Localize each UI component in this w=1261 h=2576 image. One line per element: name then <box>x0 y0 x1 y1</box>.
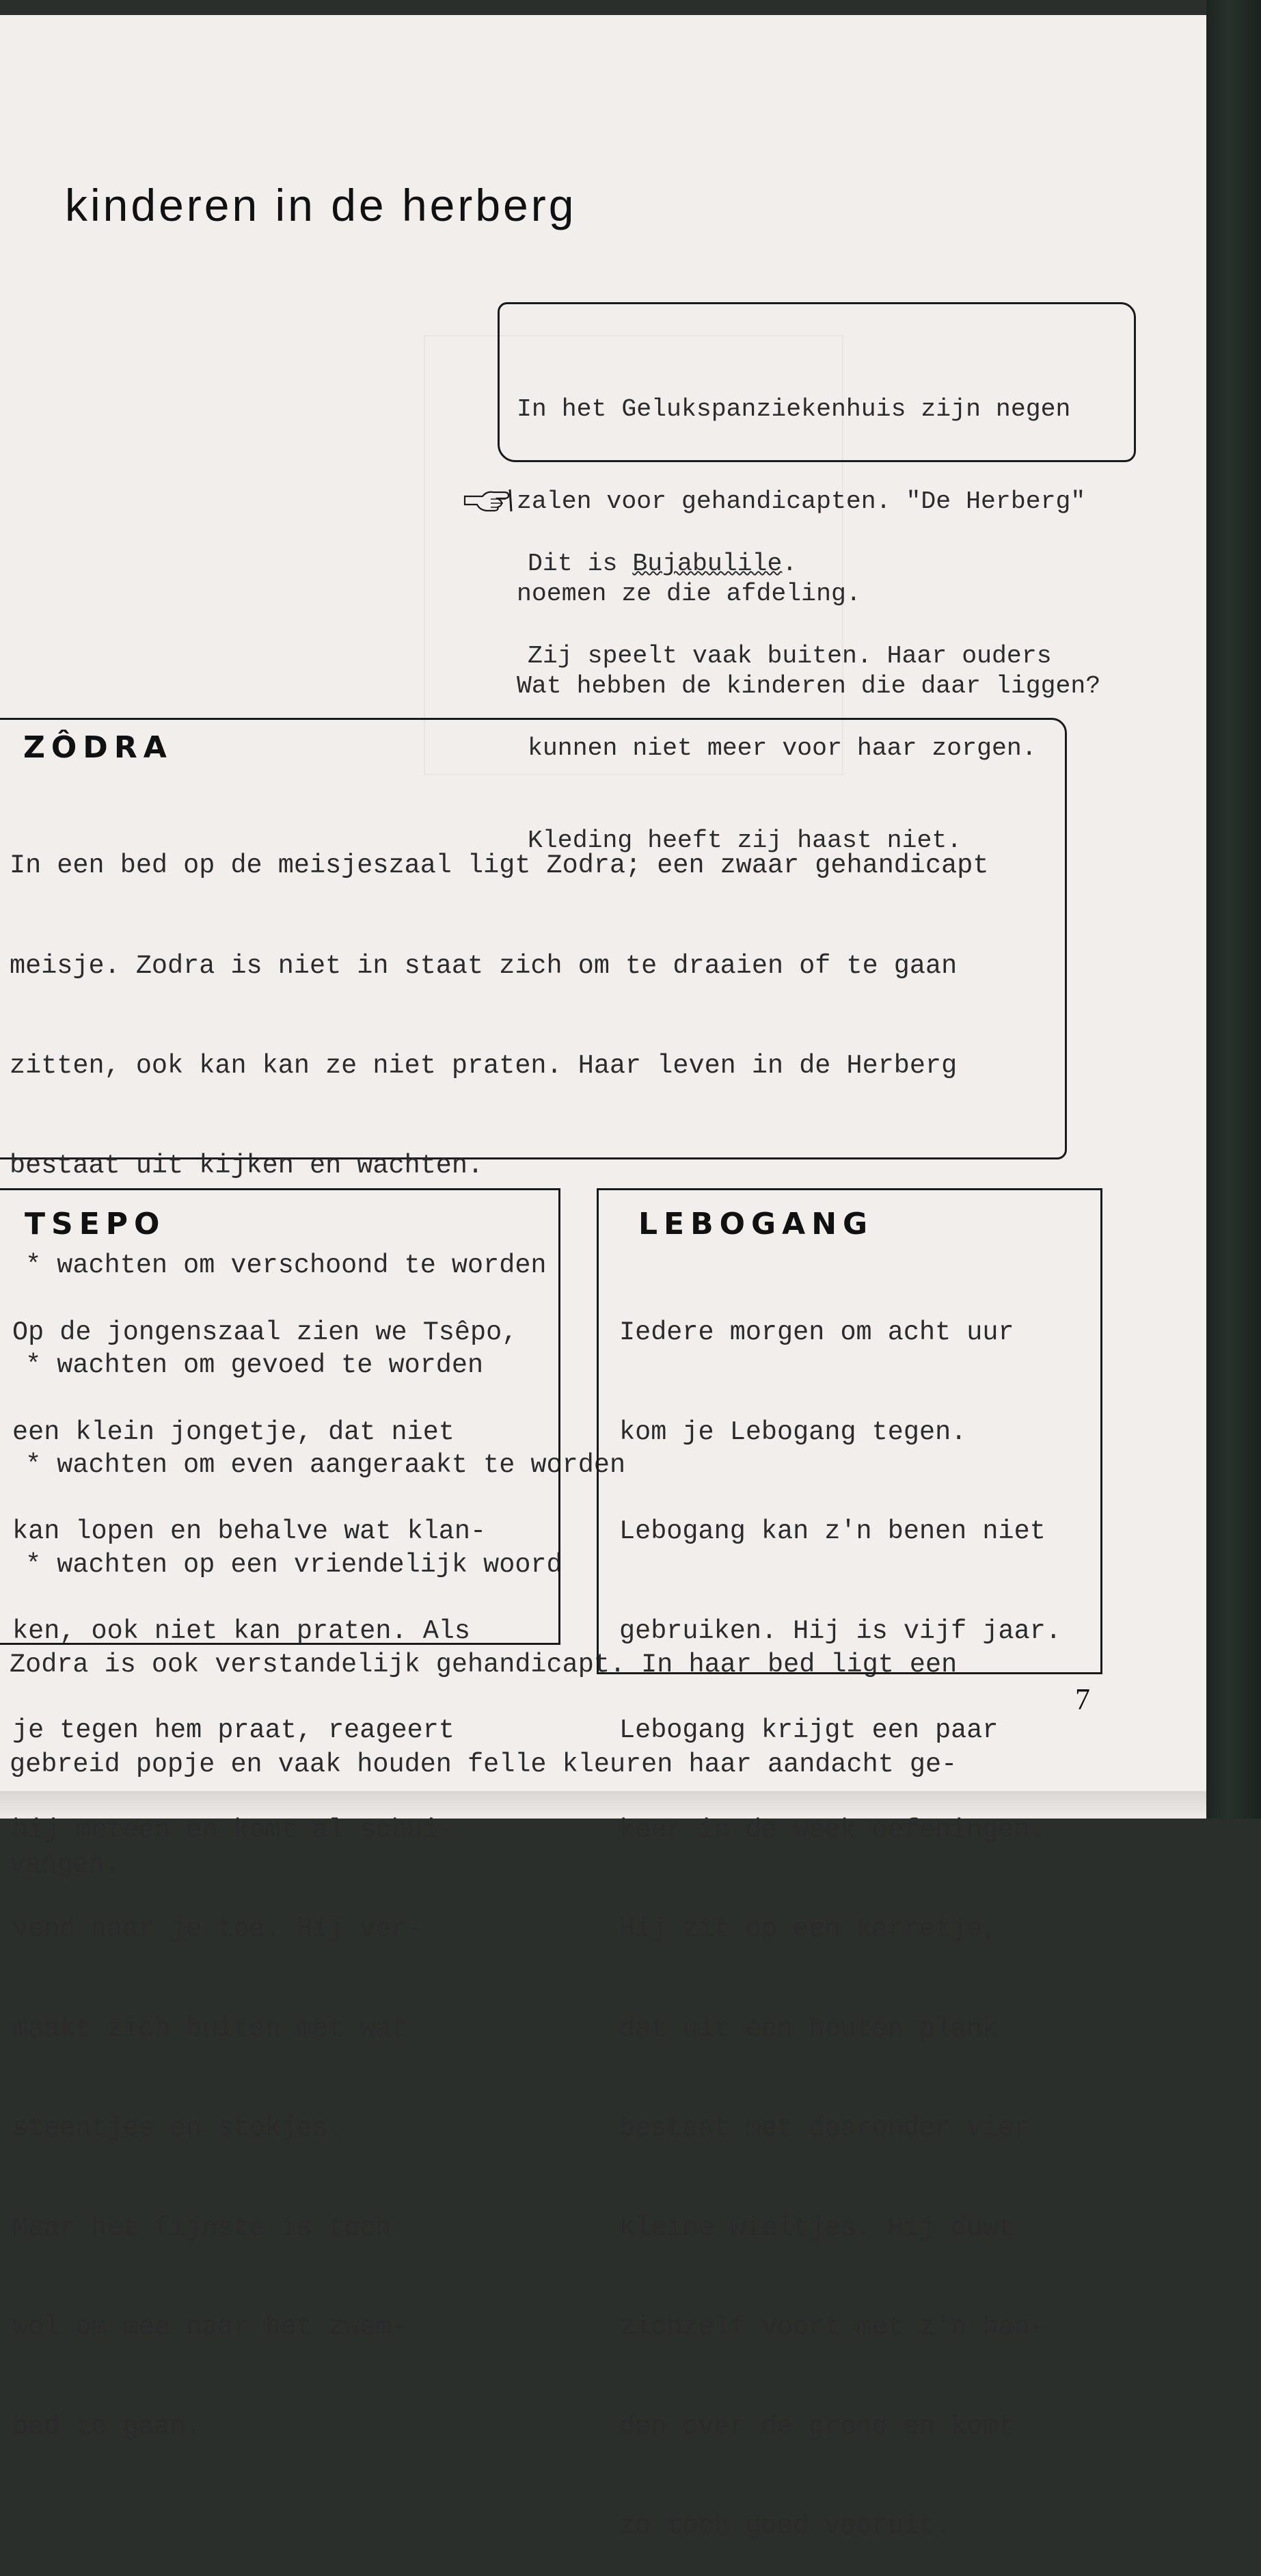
lebogang-text <box>619 1250 1061 2576</box>
tsepo-line: steentjes en stokjes. <box>12 2113 344 2143</box>
tsepo-line: bad te gaan. <box>12 2411 202 2442</box>
tsepo-line: een klein jongetje, dat niet <box>12 1417 455 1447</box>
tsepo-text <box>12 1250 517 2477</box>
page-number: 7 <box>1075 1682 1090 1716</box>
intro-line: noemen ze die afdeling. <box>517 580 861 608</box>
zodra-bullet: * wachten op een vriendelijk woord <box>10 1550 562 1581</box>
intro-line: Wat hebben de kinderen die daar liggen? <box>517 672 1101 700</box>
zodra-line: zitten, ook kan kan ze niet praten. Haar leven in de Herberg <box>10 1050 958 1081</box>
lebogang-line: zo toch goed vooruit. <box>619 2511 951 2541</box>
zodra-line: meisje. Zodra is niet in staat zich om te draaien of te gaan <box>10 950 958 981</box>
tsepo-line: Op de jongenszaal zien we Tsêpo, <box>12 1317 518 1347</box>
lebogang-line: Lebogang kan z'n benen niet <box>619 1516 1046 1546</box>
tsepo-line: kan lopen en behalve wat klan- <box>12 1516 487 1546</box>
lebogang-line: dat uit een houten plank <box>619 2013 999 2044</box>
lebogang-line: kom je Lebogang tegen. <box>619 1417 967 1447</box>
zodra-bullet: * wachten om gevoed te worden <box>10 1350 484 1380</box>
lebogang-line: bestaat met daaronder vier <box>619 2113 1030 2143</box>
bujabulile-lead: Dit is <box>528 550 633 578</box>
tsepo-line: hij meteen en komt al schui- <box>12 1814 455 1845</box>
lebogang-line: Iedere morgen om acht uur <box>619 1317 1014 1347</box>
pointing-hand-icon <box>463 487 519 514</box>
tsepo-heading: TSEPO <box>25 1207 166 1242</box>
zodra-line: In een bed op de meisjeszaal ligt Zodra; een zwaar gehandicapt <box>10 850 989 881</box>
intro-line: zalen voor gehandicapten. "De Herberg" <box>517 487 1086 515</box>
tsepo-line: wel om mee naar het zwem- <box>12 2312 407 2342</box>
zodra-line: bestaat uit kijken en wachten. <box>10 1150 484 1181</box>
bujabulile-name: Bujabulile <box>632 550 783 578</box>
lebogang-line: zichzelf voort met z'n han- <box>619 2312 1046 2342</box>
zodra-heading: ZÔDRA <box>23 730 173 765</box>
tsepo-line: ken, ook niet kan praten. Als <box>12 1615 471 1646</box>
lebogang-line: keer in de week oefeningen. <box>619 1814 1046 1845</box>
tsepo-line: maakt zich buiten met wat <box>12 2013 407 2044</box>
tsepo-line: je tegen hem praat, reageert <box>12 1715 455 1745</box>
lebogang-line: kleine wieltjes. Hij duwt <box>619 2212 1014 2243</box>
bujabulile-line: Zij speelt vaak buiten. Haar ouders <box>528 642 1052 670</box>
lebogang-heading: LEBOGANG <box>638 1207 874 1242</box>
bujabulile-intro-line <box>528 548 1052 579</box>
bujabulile-punct: . <box>782 550 798 578</box>
zodra-line: gebreid popje en vaak houden felle kleuren haar aandacht ge- <box>10 1749 958 1780</box>
intro-line: In het Gelukspanziekenhuis zijn negen <box>517 395 1071 423</box>
zodra-line: vangen. <box>10 1849 120 1880</box>
lebogang-line: Hij zit op een karretje, <box>619 1914 999 1944</box>
bujabulile-line: kunnen niet meer voor haar zorgen. <box>528 734 1037 762</box>
lebogang-line: gebruiken. Hij is vijf jaar. <box>619 1615 1061 1646</box>
zodra-bullet: * wachten om even aangeraakt te worden <box>10 1450 626 1481</box>
tsepo-line: vend naar je toe. Hij ver- <box>12 1914 423 1944</box>
page-title: kinderen in de herberg <box>65 180 577 230</box>
tsepo-line: Maar het fijnste is toch <box>12 2212 392 2243</box>
lebogang-line: Lebogang krijgt een paar <box>619 1715 999 1745</box>
zodra-line: Zodra is ook verstandelijk gehandicapt. In haar bed ligt een <box>10 1650 958 1680</box>
lebogang-line: den over de grond en komt <box>619 2411 1014 2442</box>
bujabulile-line: Kleding heeft zij haast niet. <box>528 827 962 855</box>
zodra-bullet: * wachten om verschoond te worden <box>10 1250 547 1280</box>
book-binding <box>1206 0 1261 1819</box>
